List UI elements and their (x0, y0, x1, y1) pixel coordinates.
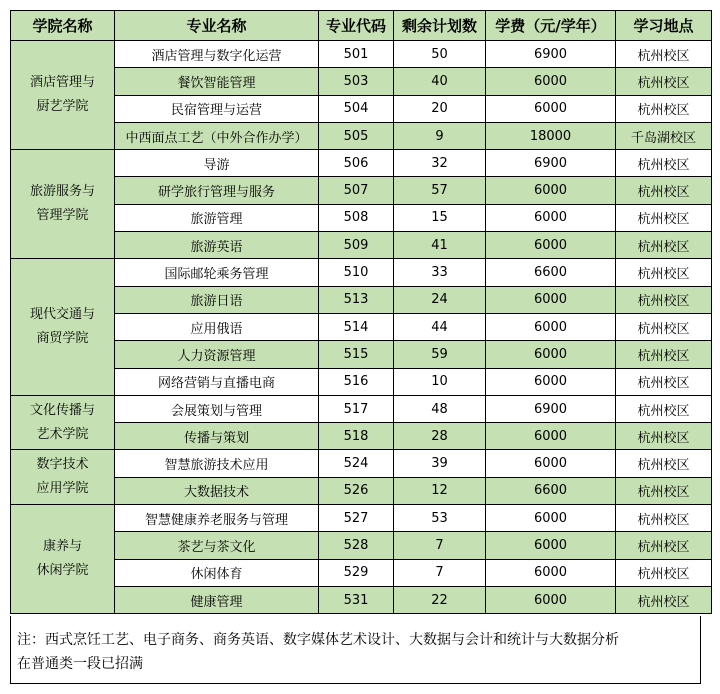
remaining-cell: 7 (394, 532, 486, 559)
major-code-cell: 505 (319, 122, 394, 149)
note-line-1: 注：西式烹饪工艺、电子商务、商务英语、数字媒体艺术设计、大数据与会计和统计与大数据分析 (17, 632, 619, 648)
college-name-line-2: 休闲学院 (36, 563, 89, 579)
remaining-cell: 41 (394, 232, 486, 259)
tuition-cell: 6900 (486, 41, 616, 68)
remaining-cell: 39 (394, 450, 486, 477)
location-cell: 杭州校区 (616, 286, 712, 313)
major-name-cell: 餐饮智能管理 (115, 68, 319, 95)
tuition-cell: 6000 (486, 532, 616, 559)
major-code-cell: 508 (319, 204, 394, 231)
table-row (11, 559, 712, 586)
major-name-cell: 茶艺与茶文化 (115, 532, 319, 559)
location-cell: 杭州校区 (616, 532, 712, 559)
location-cell: 杭州校区 (616, 341, 712, 368)
location-cell: 杭州校区 (616, 204, 712, 231)
location-cell: 杭州校区 (616, 150, 712, 177)
major-name-cell: 国际邮轮乘务管理 (115, 259, 319, 286)
table-row (11, 423, 712, 450)
table-row (11, 41, 712, 68)
college-name-cell (11, 450, 115, 505)
major-name-cell: 健康管理 (115, 586, 319, 613)
major-code-cell: 518 (319, 423, 394, 450)
major-code-cell: 528 (319, 532, 394, 559)
major-code-cell: 501 (319, 41, 394, 68)
table-row (11, 232, 712, 259)
location-cell: 杭州校区 (616, 177, 712, 204)
remaining-cell: 12 (394, 477, 486, 504)
major-name-cell: 研学旅行管理与服务 (115, 177, 319, 204)
major-code-cell: 524 (319, 450, 394, 477)
tuition-cell: 6000 (486, 313, 616, 340)
location-cell: 杭州校区 (616, 368, 712, 395)
major-code-cell: 526 (319, 477, 394, 504)
location-cell: 杭州校区 (616, 450, 712, 477)
college-name-line-1: 现代交通与 (29, 307, 95, 323)
tuition-cell: 6000 (486, 95, 616, 122)
table-row (11, 450, 712, 477)
tuition-cell: 6000 (486, 177, 616, 204)
tuition-cell: 6000 (486, 341, 616, 368)
footnote (10, 616, 701, 684)
remaining-cell: 15 (394, 204, 486, 231)
table-row (11, 122, 712, 149)
location-cell: 杭州校区 (616, 505, 712, 532)
remaining-cell: 57 (394, 177, 486, 204)
major-code-cell: 507 (319, 177, 394, 204)
location-cell: 杭州校区 (616, 259, 712, 286)
major-name-cell: 智慧旅游技术应用 (115, 450, 319, 477)
major-code-cell: 516 (319, 368, 394, 395)
location-cell: 杭州校区 (616, 586, 712, 613)
remaining-cell: 33 (394, 259, 486, 286)
tuition-cell: 6000 (486, 286, 616, 313)
location-cell: 杭州校区 (616, 559, 712, 586)
header-tuition: 学费（元/学年） (486, 11, 616, 41)
table-row (11, 286, 712, 313)
tuition-cell: 6900 (486, 150, 616, 177)
college-name-cell (11, 150, 115, 259)
location-cell: 杭州校区 (616, 95, 712, 122)
location-cell: 杭州校区 (616, 41, 712, 68)
location-cell: 杭州校区 (616, 395, 712, 422)
table-row (11, 313, 712, 340)
college-name-line-1: 旅游服务与 (29, 184, 95, 200)
table-row (11, 150, 712, 177)
college-name-line-2: 厨艺学院 (36, 99, 89, 115)
major-name-cell: 旅游日语 (115, 286, 319, 313)
remaining-cell: 22 (394, 586, 486, 613)
major-code-cell: 510 (319, 259, 394, 286)
tuition-cell: 6900 (486, 395, 616, 422)
tuition-cell: 6000 (486, 68, 616, 95)
remaining-cell: 10 (394, 368, 486, 395)
college-name-line-1: 数字技术 (36, 457, 89, 473)
major-name-cell: 智慧健康养老服务与管理 (115, 505, 319, 532)
table-row (11, 95, 712, 122)
major-name-cell: 人力资源管理 (115, 341, 319, 368)
table-row (11, 204, 712, 231)
major-code-cell: 513 (319, 286, 394, 313)
major-code-cell: 529 (319, 559, 394, 586)
tuition-cell: 6000 (486, 423, 616, 450)
location-cell: 杭州校区 (616, 477, 712, 504)
header-major-name: 专业名称 (115, 11, 319, 41)
header-location: 学习地点 (616, 11, 712, 41)
tuition-cell: 6000 (486, 586, 616, 613)
table-row (11, 395, 712, 422)
remaining-cell: 59 (394, 341, 486, 368)
location-cell: 杭州校区 (616, 68, 712, 95)
remaining-cell: 53 (394, 505, 486, 532)
location-cell: 杭州校区 (616, 313, 712, 340)
tuition-cell: 18000 (486, 122, 616, 149)
location-cell: 杭州校区 (616, 423, 712, 450)
tuition-cell: 6000 (486, 559, 616, 586)
table-row (11, 259, 712, 286)
college-name-cell (11, 259, 115, 395)
enrollment-table (10, 10, 712, 614)
major-name-cell: 休闲体育 (115, 559, 319, 586)
tuition-cell: 6000 (486, 505, 616, 532)
remaining-cell: 24 (394, 286, 486, 313)
major-name-cell: 网络营销与直播电商 (115, 368, 319, 395)
major-name-cell: 大数据技术 (115, 477, 319, 504)
table-row (11, 341, 712, 368)
table-row (11, 505, 712, 532)
major-code-cell: 531 (319, 586, 394, 613)
college-name-line-2: 商贸学院 (36, 331, 89, 347)
major-name-cell: 传播与策划 (115, 423, 319, 450)
major-name-cell: 应用俄语 (115, 313, 319, 340)
table-header (11, 11, 712, 41)
header-remaining: 剩余计划数 (394, 11, 486, 41)
tuition-cell: 6600 (486, 477, 616, 504)
major-code-cell: 503 (319, 68, 394, 95)
major-name-cell: 酒店管理与数字化运营 (115, 41, 319, 68)
remaining-cell: 50 (394, 41, 486, 68)
college-name-line-2: 应用学院 (36, 481, 89, 497)
table-row (11, 532, 712, 559)
college-name-line-1: 酒店管理与 (29, 75, 95, 91)
major-code-cell: 517 (319, 395, 394, 422)
header-row (11, 11, 712, 41)
major-code-cell: 527 (319, 505, 394, 532)
college-name-cell (11, 41, 115, 150)
major-code-cell: 514 (319, 313, 394, 340)
major-code-cell: 504 (319, 95, 394, 122)
major-name-cell: 会展策划与管理 (115, 395, 319, 422)
major-code-cell: 515 (319, 341, 394, 368)
remaining-cell: 9 (394, 122, 486, 149)
remaining-cell: 44 (394, 313, 486, 340)
major-name-cell: 中西面点工艺（中外合作办学） (115, 122, 319, 149)
major-name-cell: 旅游英语 (115, 232, 319, 259)
tuition-cell: 6000 (486, 204, 616, 231)
major-code-cell: 509 (319, 232, 394, 259)
remaining-cell: 48 (394, 395, 486, 422)
table-row (11, 368, 712, 395)
college-name-line-1: 文化传播与 (29, 402, 95, 418)
college-name-cell (11, 395, 115, 450)
college-name-line-2: 艺术学院 (36, 426, 89, 442)
header-major-code: 专业代码 (319, 11, 394, 41)
table-row (11, 177, 712, 204)
major-name-cell: 导游 (115, 150, 319, 177)
remaining-cell: 40 (394, 68, 486, 95)
table-row (11, 586, 712, 613)
major-code-cell: 506 (319, 150, 394, 177)
remaining-cell: 20 (394, 95, 486, 122)
remaining-cell: 28 (394, 423, 486, 450)
college-name-line-2: 管理学院 (36, 208, 89, 224)
location-cell: 千岛湖校区 (616, 122, 712, 149)
table-body (11, 41, 712, 614)
header-college: 学院名称 (11, 11, 115, 41)
tuition-cell: 6000 (486, 232, 616, 259)
table-row (11, 477, 712, 504)
college-name-line-1: 康养与 (42, 539, 82, 555)
major-name-cell: 民宿管理与运营 (115, 95, 319, 122)
remaining-cell: 7 (394, 559, 486, 586)
major-name-cell: 旅游管理 (115, 204, 319, 231)
tuition-cell: 6000 (486, 450, 616, 477)
location-cell: 杭州校区 (616, 232, 712, 259)
college-name-cell (11, 505, 115, 614)
tuition-cell: 6600 (486, 259, 616, 286)
table-row (11, 68, 712, 95)
note-line-2: 在普通类一段已招满 (17, 656, 143, 672)
remaining-cell: 32 (394, 150, 486, 177)
tuition-cell: 6000 (486, 368, 616, 395)
